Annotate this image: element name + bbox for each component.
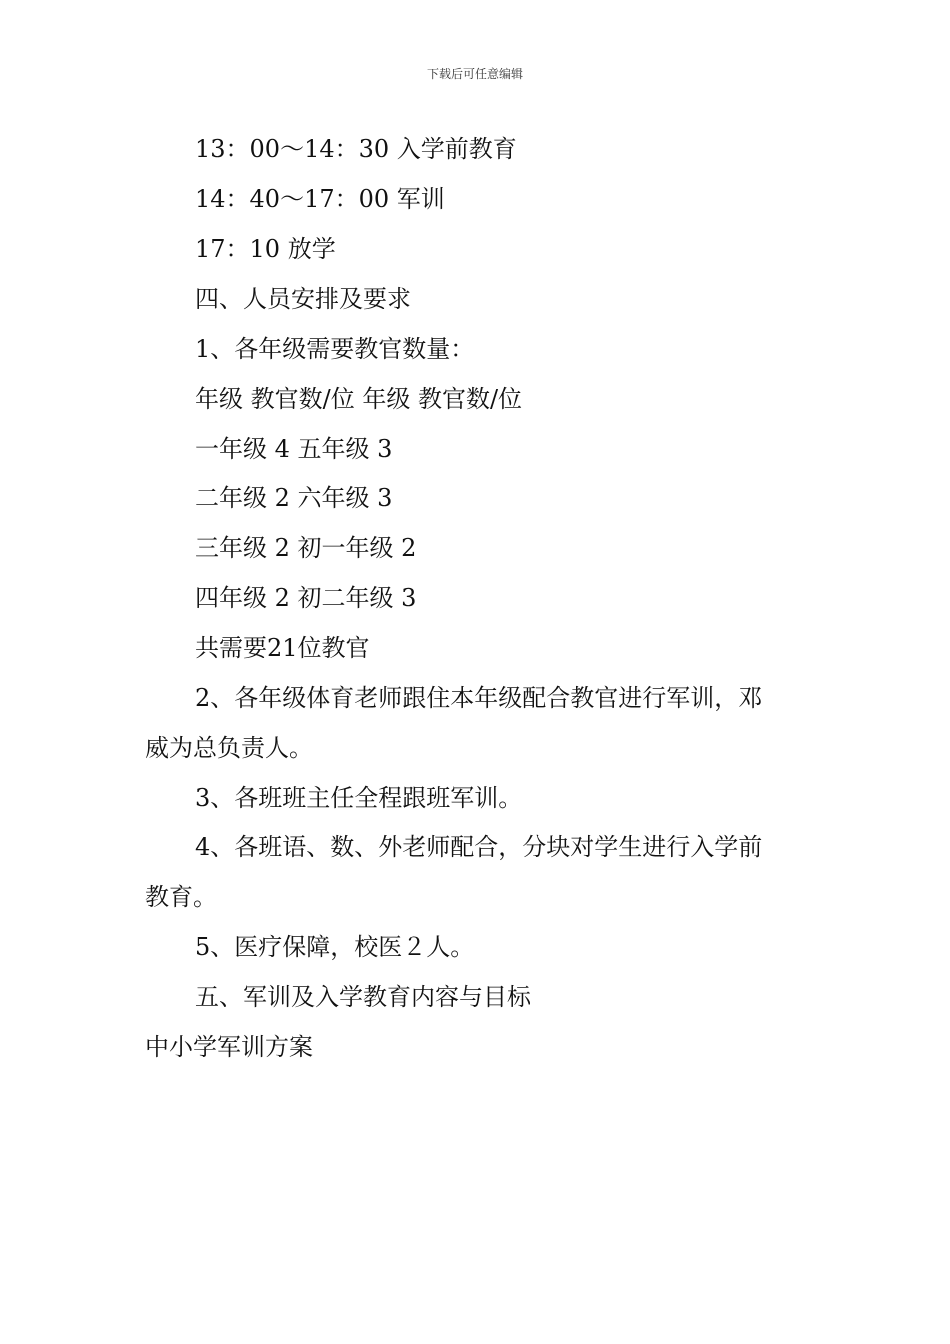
document-title: 中小学军训方案 [145, 1033, 313, 1061]
section-heading-5: 五、军训及入学教育内容与目标 [195, 983, 531, 1011]
schedule-line-1: 13：00～14：30 入学前教育 [195, 135, 517, 163]
schedule-line-2: 14：40～17：00 军训 [195, 185, 445, 213]
item-2-continued: 威为总负责人。 [145, 734, 313, 762]
item-2: 2、各年级体育老师跟住本年级配合教官进行军训，邓 [195, 684, 763, 712]
page-header: 下载后可任意编辑 [426, 67, 523, 81]
table-header-row: 年级 教官数/位 年级 教官数/位 [195, 385, 523, 413]
table-row: 一年级 4 五年级 3 [195, 435, 393, 463]
item-4: 4、各班语、数、外老师配合，分块对学生进行入学前 [195, 833, 763, 861]
section-heading-4: 四、人员安排及要求 [195, 285, 411, 313]
table-row: 四年级 2 初二年级 3 [195, 584, 417, 612]
item-3: 3、各班班主任全程跟班军训。 [195, 784, 523, 812]
table-row: 三年级 2 初一年级 2 [195, 534, 417, 562]
schedule-line-3: 17：10 放学 [195, 235, 336, 263]
item-4-continued: 教育。 [145, 883, 217, 911]
item-5: 5、医疗保障，校医２人。 [195, 933, 475, 961]
table-row: 二年级 2 六年级 3 [195, 484, 393, 512]
total-line: 共需要21位教官 [195, 634, 370, 662]
item-1: 1、各年级需要教官数量： [195, 335, 475, 363]
